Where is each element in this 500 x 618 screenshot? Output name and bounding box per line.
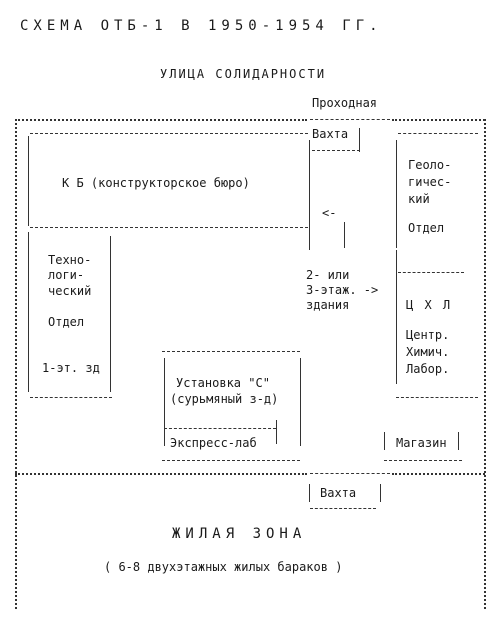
gate-bottom	[310, 473, 390, 474]
guardhouse-bottom-floor	[310, 508, 376, 509]
czl-abbrev: Ц Х Л	[406, 298, 453, 312]
checkpoint-label: Проходная	[312, 96, 378, 110]
plant-c-left-wall	[164, 358, 165, 446]
czl-line-1: Центр.	[406, 328, 450, 342]
kb-left-border	[28, 136, 29, 226]
gate-top	[310, 119, 390, 120]
geo-line-1: Геоло-	[408, 158, 452, 172]
geo-left-wall	[396, 140, 397, 248]
tech-right-wall	[110, 236, 111, 392]
fence-right	[484, 119, 486, 609]
middle-building-left-wall	[309, 140, 310, 250]
shop-label: Магазин	[396, 436, 447, 450]
tech-left-wall	[28, 232, 29, 392]
geo-top-border	[398, 133, 478, 134]
guardhouse-bottom-left-wall	[309, 484, 310, 502]
fence-left	[15, 119, 17, 609]
czl-left-wall	[396, 250, 397, 384]
express-lab-label: Экспресс-лаб	[170, 436, 257, 450]
geo-bottom-border	[398, 272, 464, 273]
czl-line-3: Лабор.	[406, 362, 450, 376]
street-name: УЛИЦА СОЛИДАРНОСТИ	[160, 67, 327, 81]
middle-building-line-1: 2- или	[306, 268, 350, 282]
tech-line-1: Техно-	[48, 253, 92, 267]
arrow-left: <-	[322, 206, 337, 220]
czl-line-2: Химич.	[406, 345, 450, 359]
residential-zone-label: ЖИЛАЯ ЗОНА	[172, 526, 307, 542]
kb-top-border	[30, 133, 308, 134]
kb-building-label: К Б (конструкторское бюро)	[62, 176, 250, 190]
fence-middle-right	[392, 473, 485, 475]
tech-bottom-border	[30, 397, 112, 398]
diagram-title: СХЕМА ОТБ-1 В 1950-1954 ГГ.	[20, 18, 383, 34]
express-lab-right-wall	[276, 420, 277, 444]
tech-line-2: логи-	[48, 268, 85, 282]
guardhouse-bottom-label: Вахта	[320, 486, 357, 500]
express-lab-top-border	[164, 428, 276, 429]
plant-c-top-border	[162, 351, 300, 352]
plant-c-line-2: (сурьмяный з-д)	[170, 392, 279, 406]
guardhouse-bottom-right-wall	[380, 484, 381, 502]
kb-bottom-border	[30, 227, 308, 228]
plant-c-bottom-border	[162, 460, 300, 461]
middle-building-inner-wall	[344, 222, 345, 248]
geo-line-3: кий	[408, 192, 430, 206]
geo-line-2: гичес-	[408, 175, 452, 189]
middle-building-line-2: 3-этаж. ->	[306, 283, 379, 297]
shop-left-wall	[384, 432, 385, 450]
guardhouse-top-floor	[312, 150, 360, 151]
shop-bottom-border	[384, 460, 462, 461]
tech-note: 1-эт. зд	[42, 361, 100, 375]
geo-line-5: Отдел	[408, 221, 445, 235]
guardhouse-top-wall	[359, 128, 360, 152]
shop-right-wall	[458, 432, 459, 450]
plant-c-line-1: Установка "С"	[176, 376, 270, 390]
czl-bottom-border	[396, 397, 478, 398]
residential-zone-note: ( 6-8 двухэтажных жилых бараков )	[104, 560, 343, 574]
middle-building-line-3: здания	[306, 298, 350, 312]
fence-top-right	[392, 119, 485, 121]
guardhouse-top-label: Вахта	[312, 127, 349, 141]
tech-line-5: Отдел	[48, 315, 85, 329]
plant-c-right-wall	[300, 358, 301, 446]
fence-top	[15, 119, 307, 121]
tech-line-3: ческий	[48, 284, 92, 298]
fence-middle	[15, 473, 307, 475]
